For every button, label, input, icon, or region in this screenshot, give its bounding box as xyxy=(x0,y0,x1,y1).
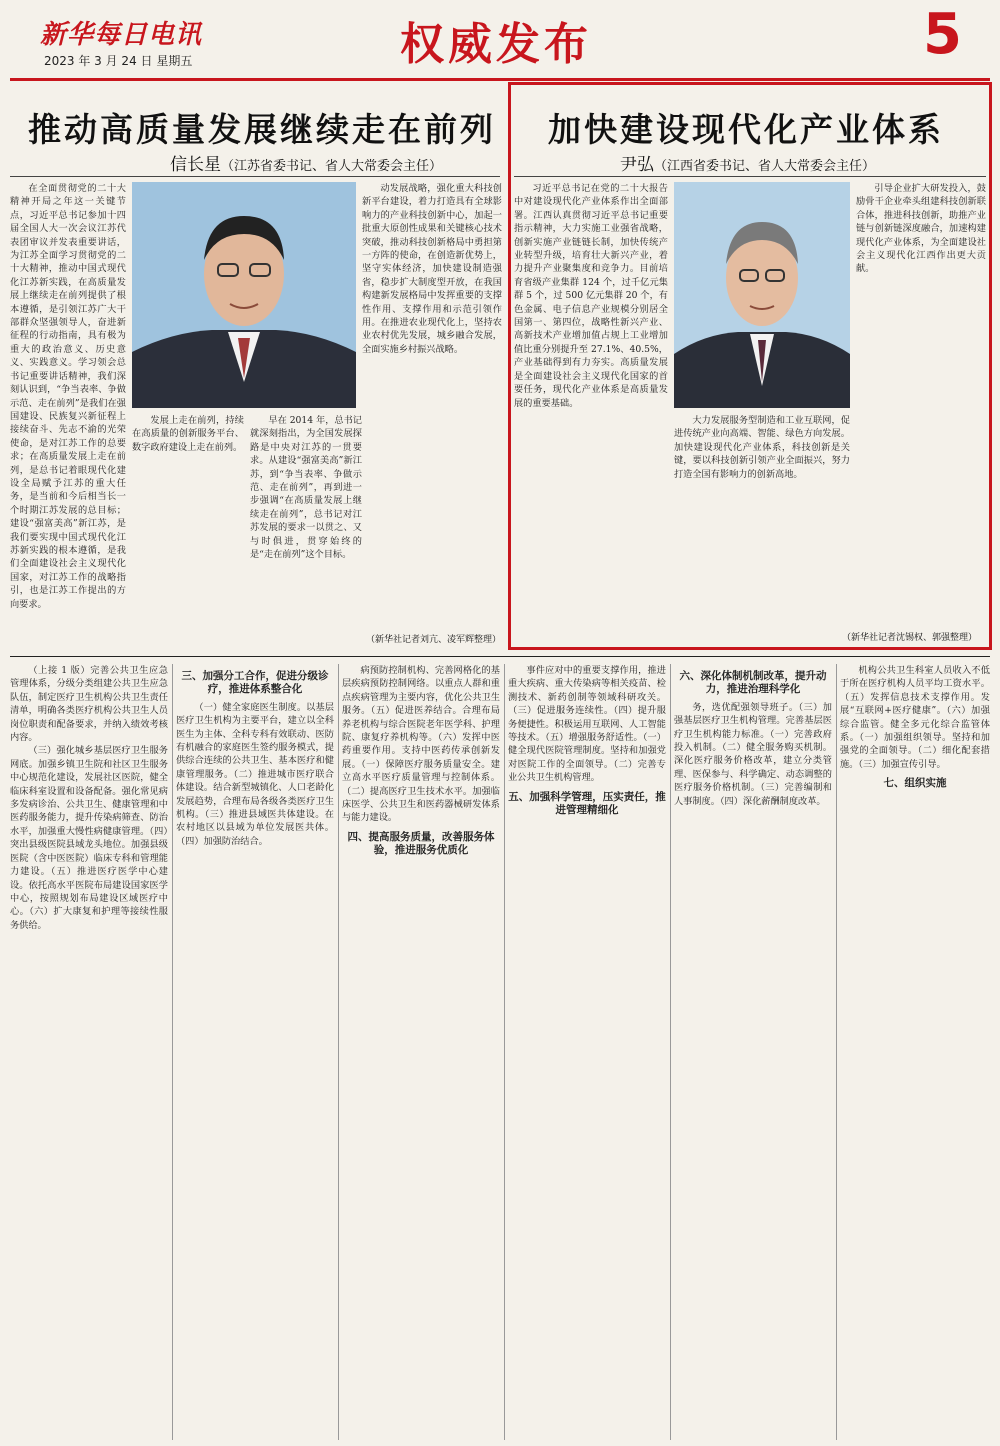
right-article-column-3: 引导企业扩大研发投入，鼓励骨干企业牵头组建科技创新联合体，推进科技创新，助推产业链与创新链深度融合，加速构建现代化产业体系，为全面建设社会主义现代化江西作出更大贡献。 xyxy=(856,183,986,275)
right-article-column-1: 习近平总书记在党的二十大报告中对建设现代化产业体系作出全面部署。江西认真贯彻习近平总书记重要指示精神，大力实施工业强省战略，创新实施产业链链长制，加快传统产业转型升级，培育壮大新兴产业，着力提升产业聚集度和竞争力。目前培育省级产业集群 124 个，过千亿元集群 5 个，过 500 亿元集群 20 个，有色金属、电子信息产业规模分别居全国第一、第四位，战略性新兴产业、高新技术产业增加值占规上工业增加值比重分别提升至 27.1%、40.5%，产业基础得到有力夯实。高质量发展是全面建设社会主义现代化国家的首要任务，现代化产业体系是高质量发展的重要基础。 xyxy=(514,183,668,409)
lower-divider-4 xyxy=(670,664,671,1440)
newspaper-brand[interactable]: 新华每日电讯 xyxy=(40,20,203,50)
right-article-byline xyxy=(620,150,875,175)
left-article-title[interactable]: 推动高质量发展继续走在前列 xyxy=(28,110,496,149)
right-article-credit: （新华社记者沈锡权、郭强整理） xyxy=(842,633,978,643)
lower-divider-5 xyxy=(836,664,837,1440)
heading-section-3: 三、加强分工合作，促进分级诊疗，推进体系整合化 xyxy=(181,670,329,696)
lower-divider-1 xyxy=(172,664,173,1440)
right-article-column-2: 大力发展服务型制造和工业互联网，促进传统产业向高端、智能、绿色方向发展。加快建设现代化产业体系，科技创新是关键，要以科技创新引领产业全面振兴，努力打造全国有影响力的创新高地。 xyxy=(674,415,850,480)
issue-date: 2023 年 3 月 24 日 星期五 xyxy=(44,54,193,68)
lower-divider-2 xyxy=(338,664,339,1440)
section-title: 权威发布 xyxy=(400,19,592,70)
right-title-rule xyxy=(514,176,986,177)
left-article-column-4: 早在 2014 年，总书记就深刻指出，为全国发展探路是中央对江苏的一贯要求。从建设“强富美高”新江苏，到“争当表率、争做示范、走在前列”，再到进一步强调“在高质量发展上继续走在前列”，总书记对江苏发展的要求一以贯之、又与时俱进，贯穿始终的是“走在前列”这个目标。 xyxy=(250,415,362,561)
left-article-byline xyxy=(170,150,442,175)
left-author: 信长星 xyxy=(170,155,221,175)
left-article-column-3: 发展上走在前列，持续在高质量的创新服务平台、数字政府建设上走在前列。 xyxy=(132,415,244,453)
heading-section-4: 四、提高服务质量，改善服务体验，推进服务优质化 xyxy=(347,830,495,857)
heading-section-5: 五、加强科学管理，压实责任，推进管理精细化 xyxy=(508,790,666,817)
lower-column-6 xyxy=(840,664,990,1440)
lower-divider-3 xyxy=(504,664,505,1440)
left-article-column-2: 动发展战略，强化重大科技创新平台建设，着力打造具有全球影响力的产业科技创新中心，加起一批重大原创性成果和关键核心技术突破，推动科技创新格局中勇担第一方阵的使命，在创造新优势上，坚守实体经济，加快建设制造强省，稳步扩大制度型开放，在我国构建新发展格局中发挥重要的支撑性作用、支撑作用和示范引领作用。在推进农业现代化上，坚持农业农村优先发展，城乡融合发展，全面实施乡村振兴战略。 xyxy=(362,183,502,355)
lower-column-2-text: （一）健全家庭医生制度。以基层医疗卫生机构为主要平台，建立以全科医生为主体、全科专科有效联动、医防有机融合的家庭医生签约服务模式，提供综合连续的公共卫生、基本医疗和健康管理服务。（二）推进城市医疗联合体建设。结合新型城镇化、人口老龄化发展趋势，合理布局各级各类医疗卫生机构。（三）推进县域医共体建设。在农村地区以县域为单位发展医共体。（四）加强防治结合。 xyxy=(176,701,334,847)
lower-column-2 xyxy=(176,664,334,1440)
right-author-photo xyxy=(674,182,850,408)
lower-section-rule xyxy=(10,656,990,657)
lower-column-4-text: 事件应对中的重要支撑作用，推进重大疾病、重大传染病等相关疫苗、检测技术、新药创制等领域科研攻关。（三）促进服务连续性。（四）提升服务便捷性。积极运用互联网、人工智能等技术。（五）增强服务舒适性。（一）健全现代医院管理制度。坚持和加强党对医院工作的全面领导。（二）完善专业公共卫生机构管理。 xyxy=(508,665,666,784)
heading-section-6: 六、深化体制机制改革，提升动力，推进治理科学化 xyxy=(679,670,827,696)
right-author: 尹弘 xyxy=(620,155,654,175)
left-article-credit: （新华社记者刘亢、凌军辉整理） xyxy=(366,635,502,645)
lower-column-4 xyxy=(508,664,666,1440)
lower-column-3-text: 病预防控制机构、完善网格化的基层疾病预防控制网络。以重点人群和重点疾病管理为主要内容，优化公共卫生服务。（五）促进医养结合。合理布局养老机构与综合医院老年医学科、护理院、康复疗养机构等。（六）发挥中医药重要作用。支持中医药传承创新发展。（一）保障医疗服务质量安全。建立高水平医疗质量管理与控制体系。（二）提高医疗卫生技术水平。加强临床医学、公共卫生和医药器械研发体系与能力建设。 xyxy=(342,665,500,824)
masthead-rule xyxy=(10,78,990,81)
heading-section-7: 七、组织实施 xyxy=(883,777,947,790)
lower-column-5-text: 务，选优配强领导班子。（三）加强基层医疗卫生机构管理。完善基层医疗卫生机构能力标准。（一）完善政府投入机制。（二）健全服务购买机制。深化医疗服务价格改革，建立分类管理、医保参与、科学确定、动态调整的医疗服务价格机制。（三）完善编制和人事制度。（四）深化薪酬制度改革。 xyxy=(674,701,832,807)
lower-intro: （上接 1 版）完善公共卫生应急管理体系，分级分类组建公共卫生应急队伍，制定医疗卫生机构公共卫生责任清单，明确各类医疗机构公共卫生人员岗位职责和配备要求，并纳入绩效考核内容。 xyxy=(10,665,168,744)
lower-column-1-text: （三）强化城乡基层医疗卫生服务网底。加强乡镇卫生院和社区卫生服务中心规范化建设，发展社区医院，健全临床科室设置和设备配备。强化常见病多发病诊治、公共卫生、健康管理和中医药服务能力，提升传染病筛查、防治水平，加强重大慢性病健康管理。（四）突出县级医院县域龙头地位。加强县级医院（含中医医院）临床专科和管理能力建设。（五）推进医疗医学中心建设。依托高水平医院布局建设国家医学中心，按照规划布局建设区域医疗中心。（六）扩大康复和护理等接续性服务供给。 xyxy=(10,745,168,931)
left-author-role: （江苏省委书记、省人大常委会主任） xyxy=(221,159,443,174)
right-author-role: （江西省委书记、省人大常委会主任） xyxy=(654,159,876,174)
lower-column-1 xyxy=(10,664,168,1440)
lower-column-5 xyxy=(674,664,832,1440)
page-number: 5 xyxy=(923,2,962,67)
lower-column-6-text: 机构公共卫生科室人员收入不低于所在医疗机构人员平均工资水平。（五）发挥信息技术支撑作用。发展“互联网+医疗健康”。（六）加强综合监管。健全多元化综合监管体系。（一）加强组织领导。坚持和加强党的全面领导。（二）细化配套措施。（三）加强宣传引导。 xyxy=(840,665,990,770)
lower-column-3 xyxy=(342,664,500,1440)
left-author-photo xyxy=(132,182,356,408)
left-article-column-1: 在全面贯彻党的二十大精神开局之年这一关键节点，习近平总书记参加十四届全国人大一次会议江苏代表团审议并发表重要讲话，为江苏全面学习贯彻党的二十大精神，推动中国式现代化江苏新实践，在高质量发展上继续走在前列提供了根本遵循，是引领江苏广大干部群众坚强领导人，奋进新征程的行动指南，具有极为重大的政治意义、历史意义、实践意义。学习领会总书记重要讲话精神，我们深刻认识到，“争当表率、争做示范、走在前列”是我们在强国建设、民族复兴新征程上接续奋斗、先志不渝的光荣使命，是对江苏工作的总要求；在高质量发展上走在前列，是总书记着眼现代化建设全局赋予江苏的重大任务，是当前和今后相当长一个时期江苏发展的总目标；建设“强富美高”新江苏，是我们要实现中国式现代化江苏新实践的根本遵循，是我们全面建设社会主义现代化国家，对江苏工作的战略指引，也是江苏工作提出的方向要求。 xyxy=(10,183,126,610)
left-title-rule xyxy=(10,176,500,177)
right-article-title[interactable]: 加快建设现代化产业体系 xyxy=(548,110,944,149)
masthead xyxy=(0,0,1000,80)
